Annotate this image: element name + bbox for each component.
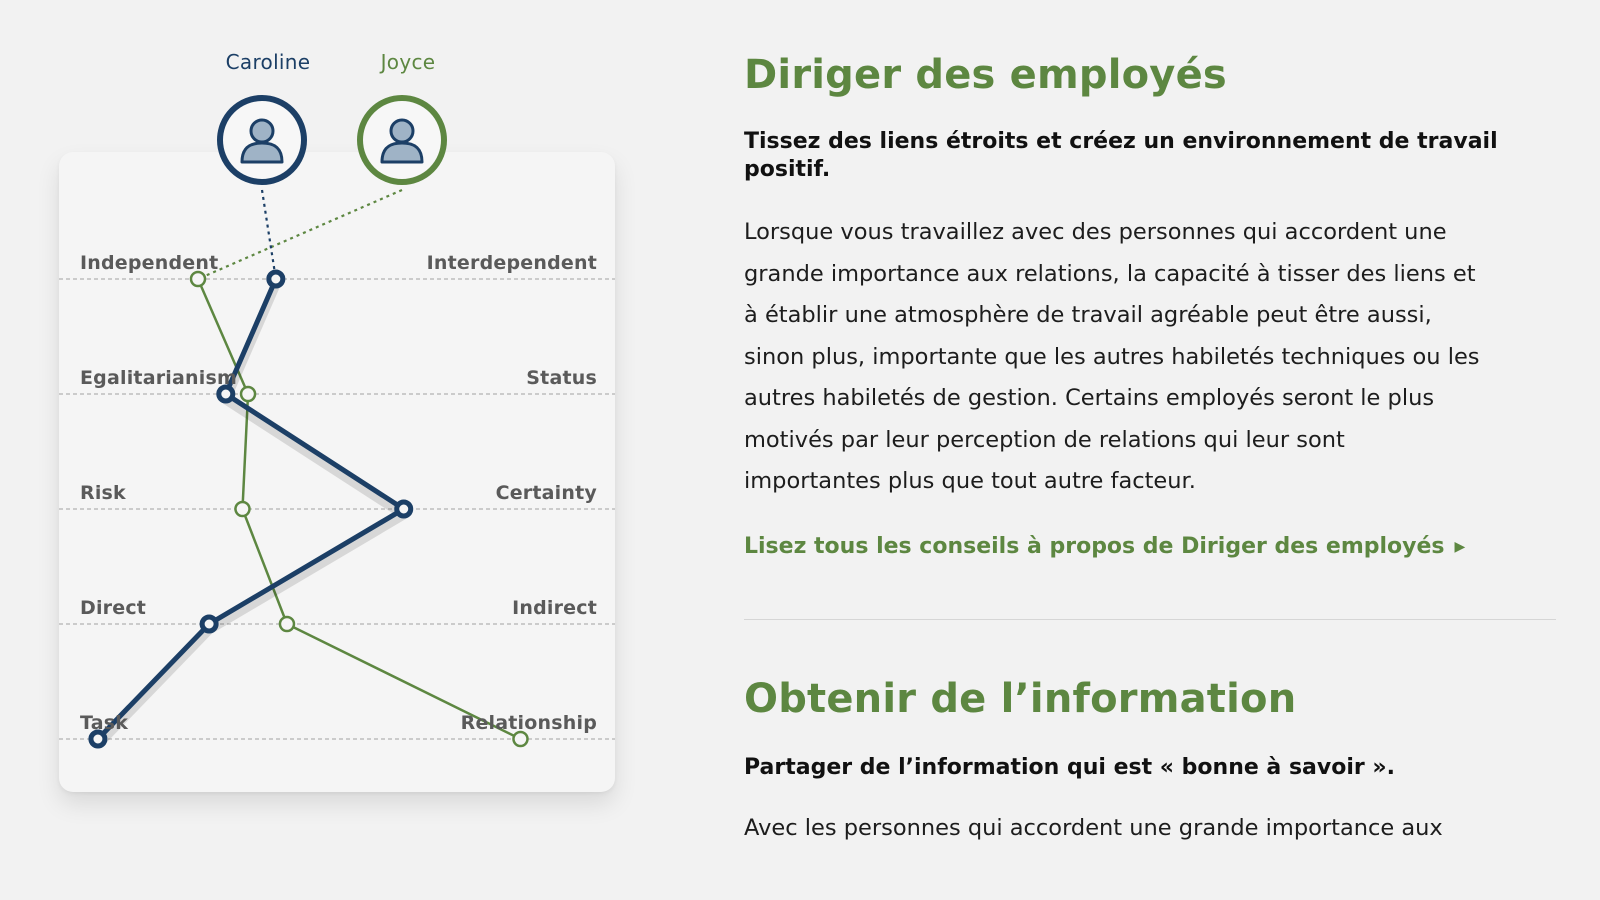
person-name-caroline: Caroline — [225, 50, 311, 74]
section-title-getting-information: Obtenir de l’information — [744, 676, 1297, 722]
data-point-caroline — [91, 732, 105, 746]
link-label: Lisez tous les conseils à propos de Diriger des employés — [744, 534, 1445, 559]
dimension-label-right: Interdependent — [426, 252, 597, 274]
section-divider — [744, 619, 1556, 620]
dimension-label-right: Status — [526, 367, 597, 389]
section-title-leading-employees: Diriger des employés — [744, 52, 1227, 98]
data-point-caroline — [269, 272, 283, 286]
read-all-tips-link[interactable] — [744, 534, 1465, 559]
section-subtitle-getting-information: Partager de l’information qui est « bonne à savoir ». — [744, 755, 1395, 780]
culture-comparison-panel — [0, 0, 660, 900]
dimension-label-left: Direct — [80, 597, 147, 619]
data-point-caroline — [202, 617, 216, 631]
dimension-label-left: Task — [80, 712, 129, 734]
data-point-caroline — [219, 387, 233, 401]
avatar-connector — [198, 190, 402, 279]
comparison-chart — [0, 0, 660, 900]
data-point-caroline — [397, 502, 411, 516]
avatar-connector — [262, 190, 276, 279]
body-line: sinon plus, importante que les autres habiletés techniques ou les — [744, 343, 1480, 370]
data-point-joyce — [513, 732, 527, 746]
data-point-joyce — [191, 272, 205, 286]
body-line: motivés par leur perception de relations qui leur sont — [744, 426, 1345, 453]
person-name-joyce: Joyce — [380, 50, 436, 74]
section-subtitle-leading-employees: Tissez des liens étroits et créez un environnement de travail positif. — [744, 129, 1498, 182]
body-line: Avec les personnes qui accordent une grande importance aux — [744, 815, 1443, 841]
series-shadow — [98, 285, 404, 745]
body-line: Lorsque vous travaillez avec des personnes qui accordent une — [744, 219, 1447, 245]
body-line: autres habiletés de gestion. Certains employés seront le plus — [744, 385, 1435, 411]
avatar-caroline[interactable] — [217, 95, 307, 185]
body-line: grande importance aux relations, la capacité à tisser des liens et — [744, 260, 1476, 287]
user-icon — [379, 116, 425, 164]
dimension-label-right: Indirect — [512, 597, 597, 619]
avatar-joyce[interactable] — [357, 95, 447, 185]
dimension-label-left: Independent — [80, 252, 219, 274]
body-line: à établir une atmosphère de travail agréable peut être aussi, — [744, 302, 1432, 328]
data-point-joyce — [280, 617, 294, 631]
user-icon — [239, 116, 285, 164]
dimension-label-right: Relationship — [460, 712, 597, 734]
section-body-leading-employees — [744, 212, 1554, 503]
dimension-label-left: Egalitarianism — [80, 367, 237, 389]
data-point-joyce — [235, 502, 249, 516]
dimension-label-right: Certainty — [495, 482, 597, 504]
body-line: importantes plus que tout autre facteur. — [744, 468, 1196, 494]
data-point-joyce — [241, 387, 255, 401]
dimension-label-left: Risk — [80, 482, 126, 504]
play-arrow-icon: ▶ — [1454, 539, 1466, 555]
